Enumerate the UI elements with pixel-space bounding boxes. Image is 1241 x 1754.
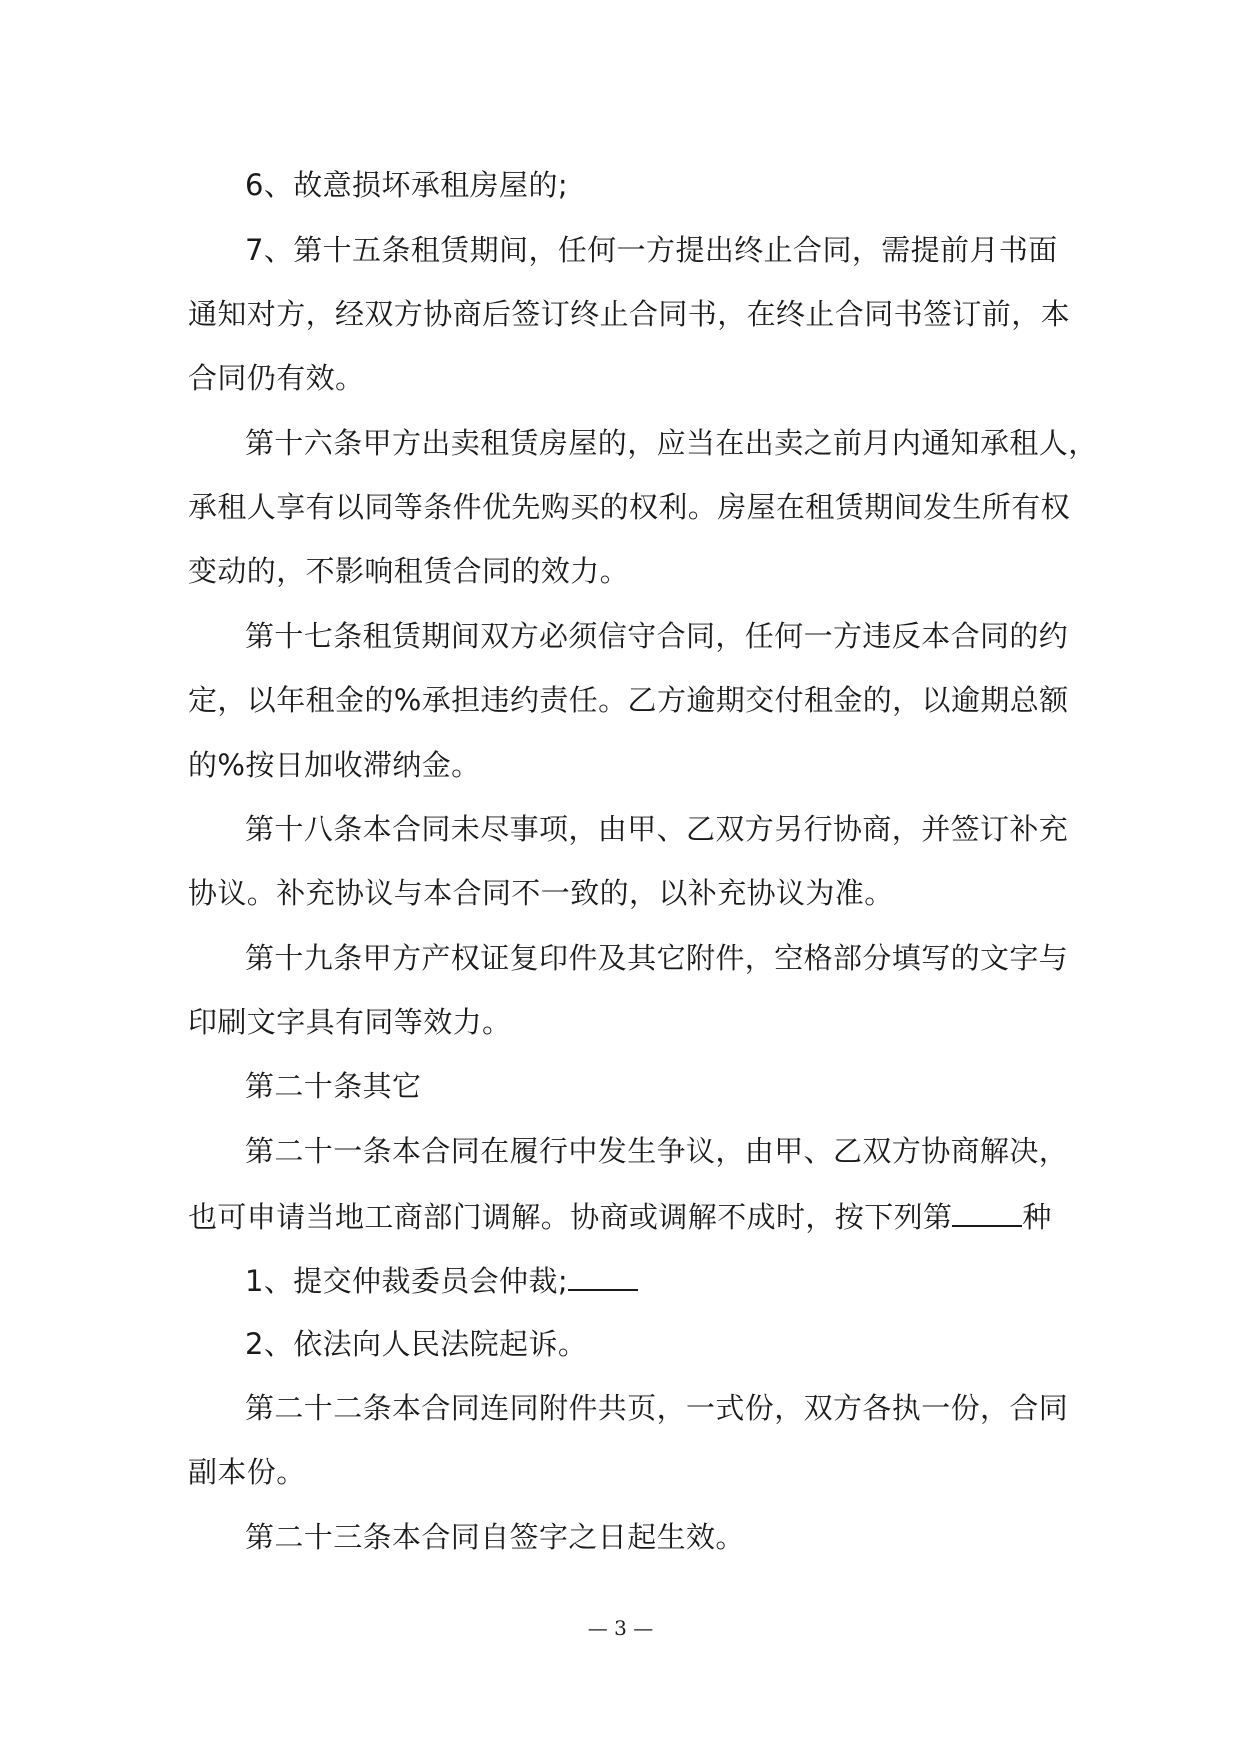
paragraph-line: 合同仍有效。 [188, 361, 365, 395]
paragraph-line: 第二十二条本合同连同附件共页，一式份，双方各执一份，合同 [245, 1391, 1069, 1425]
page-number: — 3 — [587, 1616, 654, 1640]
paragraph-line: 第二十一条本合同在履行中发生争议，由甲、乙双方协商解决， [245, 1134, 1069, 1168]
paragraph-line: 第二十三条本合同自签字之日起生效。 [245, 1520, 745, 1554]
paragraph-line: 通知对方，经双方协商后签订终止合同书，在终止合同书签订前，本 [188, 297, 1071, 331]
paragraph-line: 第十九条甲方产权证复印件及其它附件，空格部分填写的文字与 [245, 941, 1069, 975]
line-text: 也可申请当地工商部门调解。协商或调解不成时，按下列第 [188, 1200, 953, 1234]
paragraph-line [188, 1195, 1052, 1237]
fill-in-blank [952, 1195, 1022, 1227]
paragraph-line: 协议。补充协议与本合同不一致的，以补充协议为准。 [188, 876, 894, 910]
line-text: 1、提交仲裁委员会仲裁; [245, 1264, 569, 1298]
paragraph-line: 第十八条本合同未尽事项，由甲、乙双方另行协商，并签订补充 [245, 812, 1069, 846]
paragraph-line: 第二十条其它 [245, 1069, 422, 1103]
paragraph-line: 印刷文字具有同等效力。 [188, 1005, 512, 1039]
paragraph-line: 承租人享有以同等条件优先购买的权利。房屋在租赁期间发生所有权 [188, 490, 1071, 524]
paragraph-line [245, 1259, 638, 1301]
fill-in-blank [568, 1259, 638, 1291]
paragraph-line: 7、第十五条租赁期间，任何一方提出终止合同，需提前月书面 [245, 233, 1058, 267]
paragraph-line: 变动的，不影响租赁合同的效力。 [188, 554, 630, 588]
paragraph-line: 的%按日加收滞纳金。 [188, 748, 481, 782]
paragraph-line: 第十六条甲方出卖租赁房屋的，应当在出卖之前月内通知承租人， [245, 426, 1098, 460]
paragraph-line: 副本份。 [188, 1455, 306, 1489]
paragraph-line: 第十七条租赁期间双方必须信守合同，任何一方违反本合同的约 [245, 619, 1069, 653]
paragraph-line: 2、依法向人民法院起诉。 [245, 1327, 588, 1361]
paragraph-line: 6、故意损坏承租房屋的; [245, 168, 569, 202]
line-text: 种 [1022, 1200, 1052, 1234]
paragraph-line: 定，以年租金的%承担违约责任。乙方逾期交付租金的，以逾期总额 [188, 683, 1069, 717]
